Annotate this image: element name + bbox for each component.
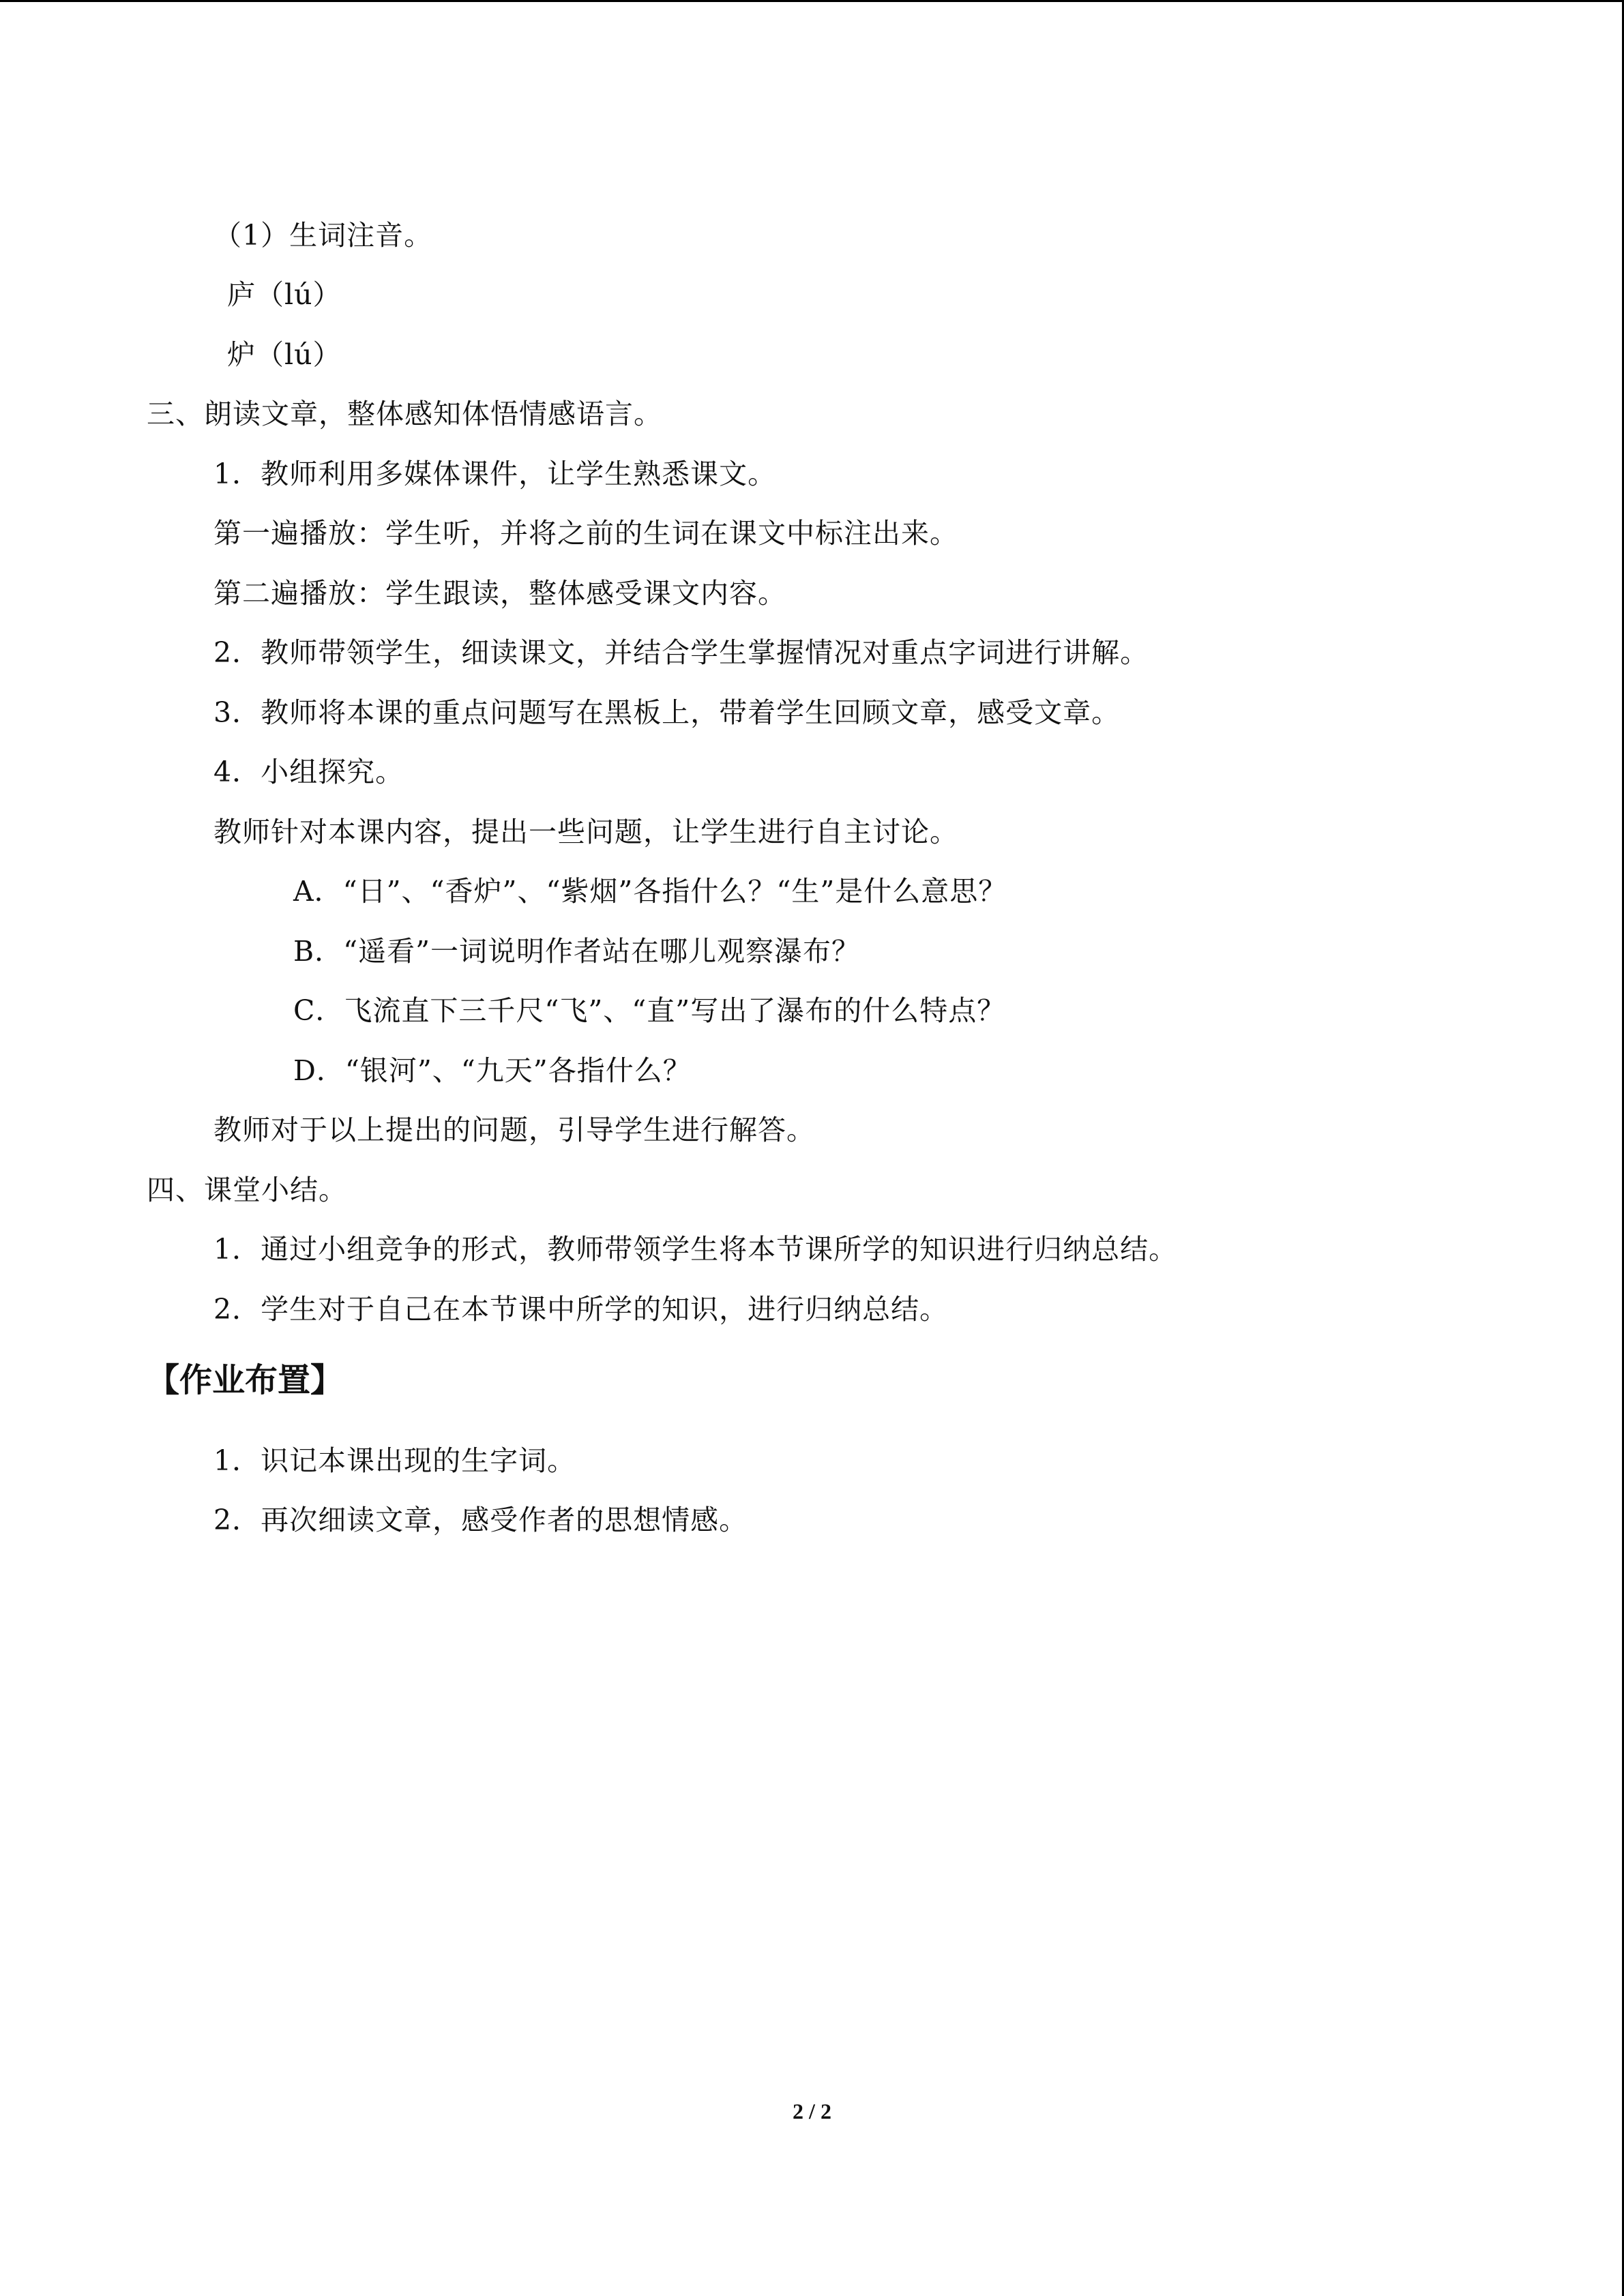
step-key-questions: 3．教师将本课的重点问题写在黑板上，带着学生回顾文章，感受文章。 xyxy=(213,696,1121,729)
step-close-reading: 2．教师带领学生，细读课文，并结合学生掌握情况对重点字词进行讲解。 xyxy=(213,636,1149,669)
summary-step-2: 2．学生对于自己在本节课中所学的知识，进行归纳总结。 xyxy=(213,1293,949,1326)
question-a: A．“日”、“香炉”、“紫烟”各指什么？“生”是什么意思？ xyxy=(293,875,1007,908)
question-b: B．“遥看”一词说明作者站在哪儿观察瀑布？ xyxy=(293,935,861,968)
question-d: D．“银河”、“九天”各指什么？ xyxy=(293,1054,692,1087)
step-multimedia: 1．教师利用多媒体课件，让学生熟悉课文。 xyxy=(213,458,777,490)
page-top-border xyxy=(0,0,1624,2)
answer-guidance: 教师对于以上提出的问题，引导学生进行解答。 xyxy=(213,1114,815,1146)
page-number: 2 / 2 xyxy=(793,2099,831,2123)
vocab-word-lu-hut: 庐（lú） xyxy=(227,278,342,311)
section-heading-reading: 三、朗读文章，整体感知体悟情感语言。 xyxy=(147,398,662,430)
homework-item-1: 1．识记本课出现的生字词。 xyxy=(213,1444,576,1477)
homework-item-2: 2．再次细读文章，感受作者的思想情感。 xyxy=(213,1504,748,1536)
second-playback: 第二遍播放：学生跟读，整体感受课文内容。 xyxy=(213,577,786,610)
summary-step-1: 1．通过小组竞争的形式，教师带领学生将本节课所学的知识进行归纳总结。 xyxy=(213,1233,1178,1266)
step-group-inquiry: 4．小组探究。 xyxy=(213,756,404,788)
homework-heading: 【作业布置】 xyxy=(147,1361,344,1399)
section-heading-summary: 四、课堂小结。 xyxy=(147,1174,347,1206)
first-playback: 第一遍播放：学生听，并将之前的生词在课文中标注出来。 xyxy=(213,517,958,550)
vocab-word-lu-furnace: 炉（lú） xyxy=(227,338,342,371)
discussion-intro: 教师针对本课内容，提出一些问题，让学生进行自主讨论。 xyxy=(213,816,958,848)
vocab-phonetics-item: （1）生词注音。 xyxy=(213,219,433,252)
question-c: C．飞流直下三千尺“飞”、“直”写出了瀑布的什么特点？ xyxy=(293,994,1006,1027)
